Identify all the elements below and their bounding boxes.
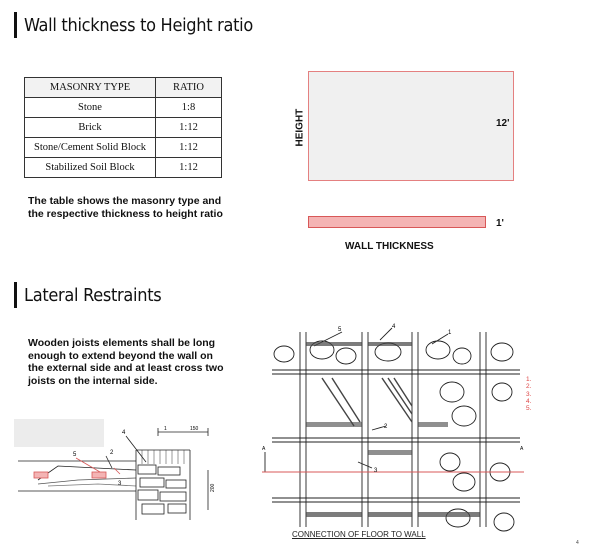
heading-text: Lateral Restraints <box>24 284 162 306</box>
callout-4: 4 <box>122 430 126 436</box>
cell-type: Brick <box>25 118 156 138</box>
heading-bar <box>14 12 17 38</box>
floor-wall-connection-drawing <box>262 322 524 542</box>
legend-item: 4. <box>526 397 532 405</box>
table-row <box>25 138 222 158</box>
legend-item: 3. <box>526 390 532 398</box>
drawing-legend <box>526 376 531 412</box>
drawing-callout-3: 3 <box>374 468 378 474</box>
cell-type: Stone/Cement Solid Block <box>25 138 156 158</box>
height-dimension: 12' <box>496 118 510 129</box>
callout-2: 2 <box>110 450 114 456</box>
table-row <box>25 118 222 138</box>
drawing-callout-4: 4 <box>392 324 396 330</box>
legend-item: 2. <box>526 383 532 391</box>
callout-5: 5 <box>73 452 77 458</box>
col-header-ratio: RATIO <box>156 78 222 98</box>
wall-thickness-label: WALL THICKNESS <box>345 241 434 252</box>
page-number: 4 <box>576 540 579 546</box>
legend-item: 5. <box>526 405 532 413</box>
masonry-ratio-table <box>24 77 222 178</box>
cell-ratio: 1:12 <box>156 158 222 178</box>
dim-150: 150 <box>190 426 199 432</box>
cell-type: Stone <box>25 98 156 118</box>
cell-ratio: 1:8 <box>156 98 222 118</box>
section-mark-a-left: A <box>262 446 266 452</box>
cell-type: Stabilized Soil Block <box>25 158 156 178</box>
section-heading-lateral-restraints <box>14 282 161 308</box>
callout-3: 3 <box>118 481 122 487</box>
col-header-masonry-type: MASONRY TYPE <box>25 78 156 98</box>
table-row <box>25 98 222 118</box>
cell-ratio: 1:12 <box>156 118 222 138</box>
heading-text: Wall thickness to Height ratio <box>24 14 253 36</box>
heading-bar <box>14 282 17 308</box>
joist-detail-drawing <box>18 420 228 520</box>
drawing-callout-1: 1 <box>448 330 452 336</box>
legend-item: 1. <box>526 376 532 383</box>
table-row <box>25 158 222 178</box>
drawing-callout-5: 5 <box>338 327 342 333</box>
drawing-callout-2: 2 <box>384 424 388 430</box>
callout-1: 1 <box>164 426 167 432</box>
section-mark-a-right: A <box>520 446 524 452</box>
wall-height-box <box>308 71 514 181</box>
cell-ratio: 1:12 <box>156 138 222 158</box>
lateral-restraint-description: Wooden joists elements shall be long enough to extend beyond the wall on the external side and at least cross two joists on the internal side. <box>28 337 224 387</box>
table-header-row <box>25 78 222 98</box>
drawing-caption: CONNECTION OF FLOOR TO WALL <box>292 530 426 539</box>
height-axis-label: HEIGHT <box>294 108 306 147</box>
section-heading-wall-ratio <box>14 12 253 38</box>
dim-200: 200 <box>210 483 216 492</box>
wall-thickness-box <box>308 216 486 228</box>
table-description: The table shows the masonry type and the respective thickness to height ratio <box>28 195 223 220</box>
thickness-dimension: 1' <box>496 218 504 229</box>
